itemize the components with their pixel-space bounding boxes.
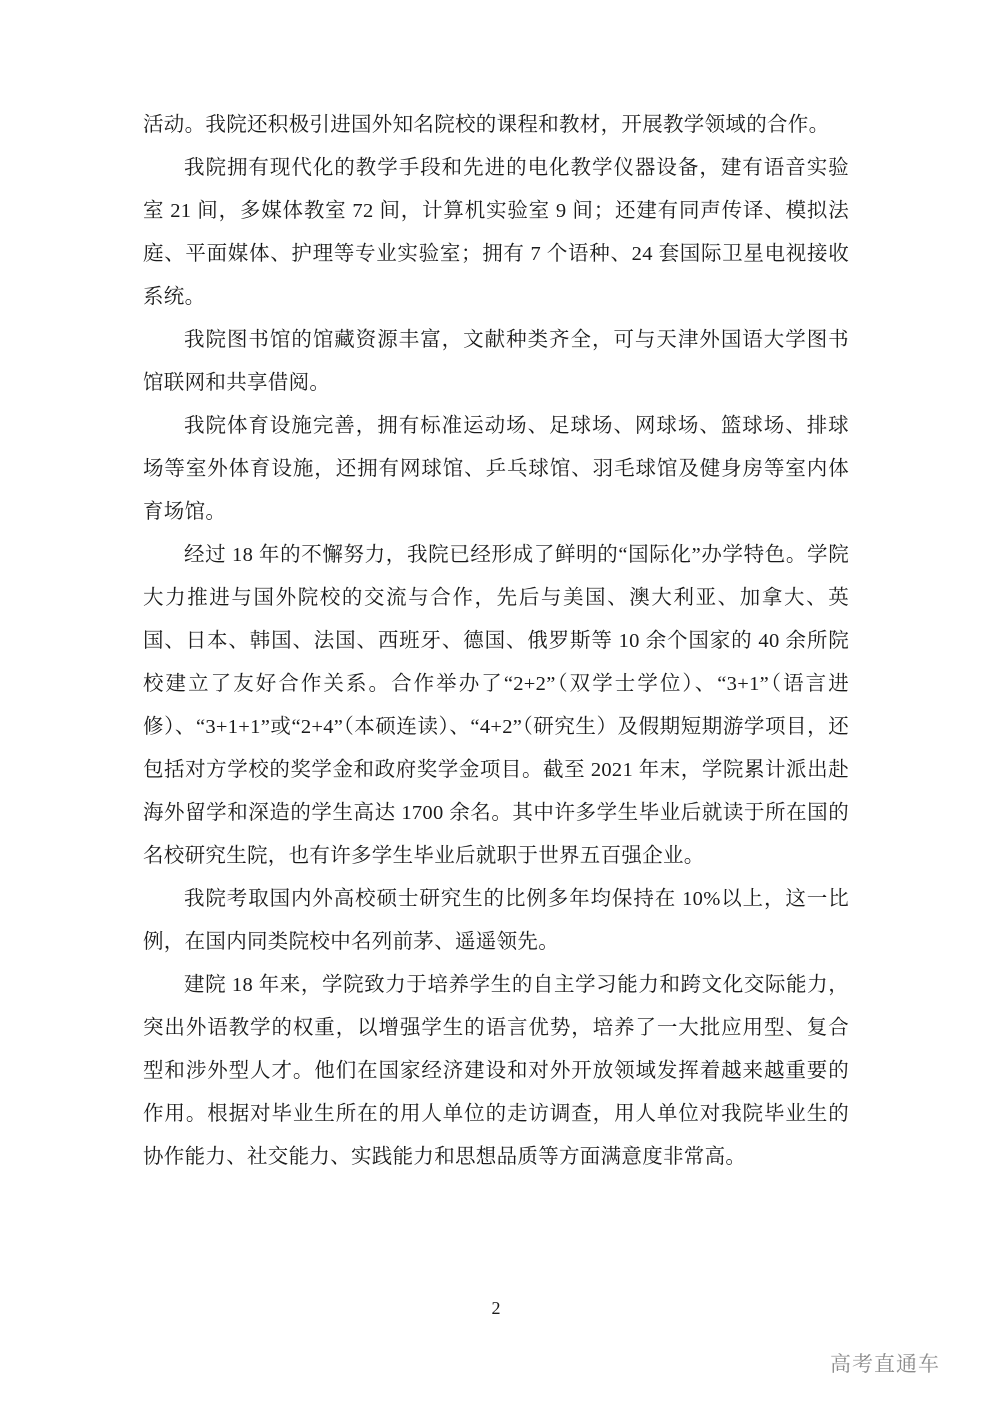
- page-number: 2: [491, 1298, 501, 1318]
- paragraph-1: 活动。我院还积极引进国外知名院校的课程和教材，开展教学领域的合作。: [143, 114, 830, 136]
- paragraph-6: 我院考取国内外高校硕士研究生的比例多年均保持在 10%以上，这一比例，在国内同类院校中名列前茅、遥遥领先。: [143, 888, 849, 953]
- paragraph-2: 我院拥有现代化的教学手段和先进的电化教学仪器设备，建有语音实验室 21 间，多媒体教室 72 间，计算机实验室 9 间；还建有同声传译、模拟法庭、平面媒体、护理等专业实验室；拥有 7 个语种、24 套国际卫星电视接收系统。: [143, 157, 849, 308]
- paragraph-5: 经过 18 年的不懈努力，我院已经形成了鲜明的“国际化”办学特色。学院大力推进与国外院校的交流与合作，先后与美国、澳大利亚、加拿大、英国、日本、韩国、法国、西班牙、德国、俄罗斯等 10 余个国家的 40 余所院校建立了友好合作关系。合作举办了“2+2”（双学士学位）、“3+1”（语言进修）、“3+1+1”或“2+4”（本硕连读）、“4+2”（研究生）及假期短期游学项目，还包括对方学校的奖学金和政府奖学金项目。截至 2021 年末，学院累计派出赴海外留学和深造的学生高达 1700 余名。其中许多学生毕业后就读于所在国的名校研究生院，也有许多学生毕业后就职于世界五百强企业。: [143, 544, 849, 867]
- paragraph-4: 我院体育设施完善，拥有标准运动场、足球场、网球场、篮球场、排球场等室外体育设施，还拥有网球馆、乒乓球馆、羽毛球馆及健身房等室内体育场馆。: [143, 415, 849, 523]
- paragraph-3: 我院图书馆的馆藏资源丰富，文献种类齐全，可与天津外国语大学图书馆联网和共享借阅。: [143, 329, 849, 394]
- watermark-label: 高考直通车: [830, 1353, 940, 1376]
- document-body: [143, 104, 849, 1179]
- paragraph-7: 建院 18 年来，学院致力于培养学生的自主学习能力和跨文化交际能力，突出外语教学的权重，以增强学生的语言优势，培养了一大批应用型、复合型和涉外型人才。他们在国家经济建设和对外开放领域发挥着越来越重要的作用。根据对毕业生所在的用人单位的走访调查，用人单位对我院毕业生的协作能力、社交能力、实践能力和思想品质等方面满意度非常高。: [143, 974, 849, 1168]
